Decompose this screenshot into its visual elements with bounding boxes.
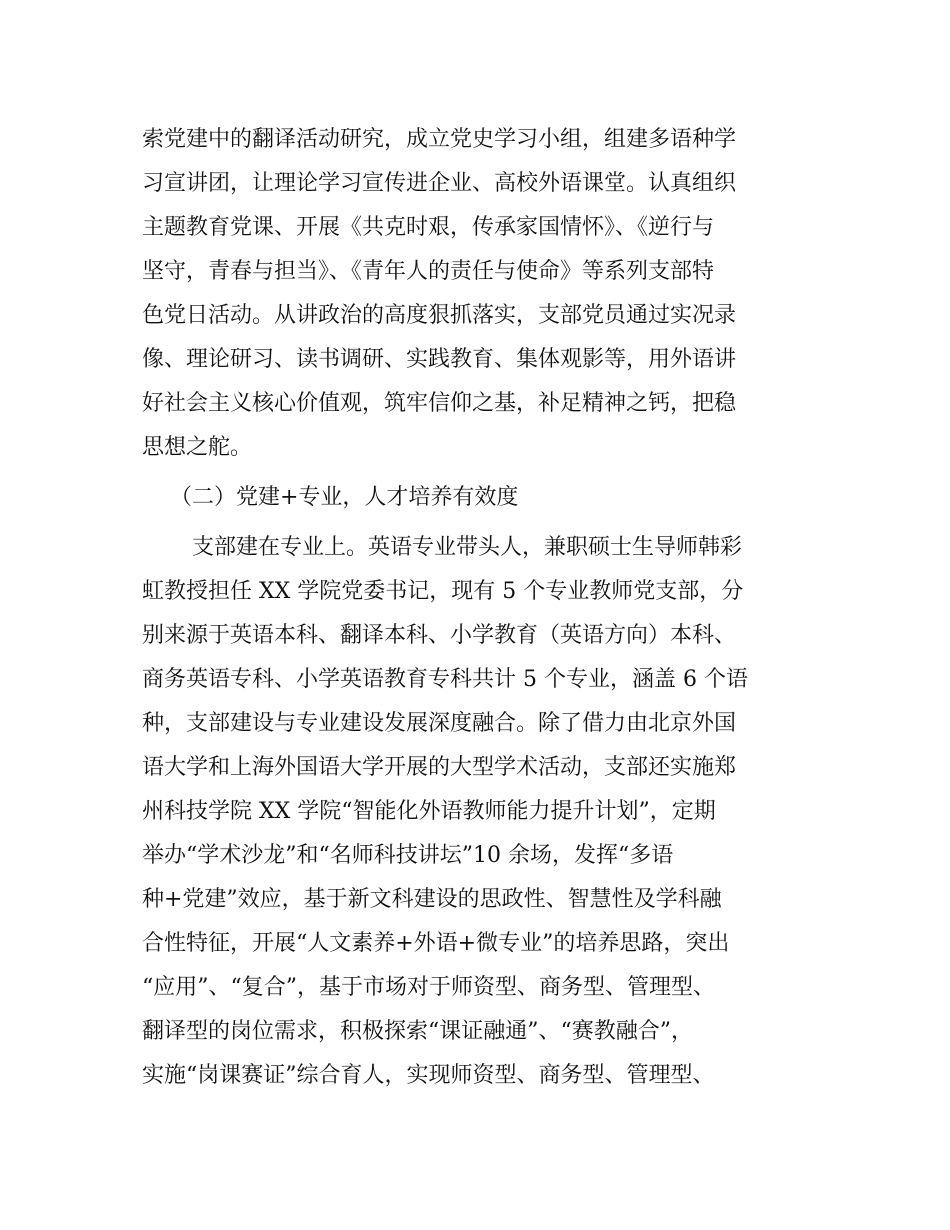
paragraph-line: 种，支部建设与专业建设发展深度融合。除了借力由北京外国 (142, 711, 737, 736)
paragraph-line: 实施“岗课赛证”综合育人，实现师资型、商务型、管理型、 (142, 1063, 715, 1088)
paragraph-line: 合性特征，开展“人文素养+外语+微专业”的培养思路，突出 (142, 931, 730, 956)
paragraph-line: 索党建中的翻译活动研究，成立党史学习小组，组建多语种学 (142, 127, 737, 152)
paragraph-line: “应用”、“复合”，基于市场对于师资型、商务型、管理型、 (142, 975, 715, 1000)
paragraph-line: 支部建在专业上。英语专业带头人，兼职硕士生导师韩彩 (192, 535, 743, 560)
paragraph-line: 像、理论研习、读书调研、实践教育、集体观影等，用外语讲 (142, 347, 737, 372)
paragraph-line: 种+党建”效应，基于新文科建设的思政性、智慧性及学科融 (142, 887, 722, 912)
paragraph-line: 州科技学院 XX 学院“智能化外语教师能力提升计划”，定期 (142, 799, 716, 824)
paragraph-line: 色党日活动。从讲政治的高度狠抓落实，支部党员通过实况录 (142, 303, 737, 328)
paragraph-line: 虹教授担任 XX 学院党委书记，现有 5 个专业教师党支部，分 (142, 579, 744, 604)
paragraph-line: 别来源于英语本科、翻译本科、小学教育（英语方向）本科、 (142, 623, 737, 648)
paragraph-line: 主题教育党课、开展《共克时艰，传承家国情怀》、《逆行与 (142, 215, 715, 240)
paragraph-2 (142, 526, 832, 1098)
paragraph-line: 翻译型的岗位需求，积极探索“课证融通”、“赛教融合”， (142, 1019, 693, 1044)
paragraph-line: 习宣讲团，让理论学习宣传进企业、高校外语课堂。认真组织 (142, 171, 737, 196)
paragraph-line: 举办“学术沙龙”和“名师科技讲坛”10 余场，发挥“多语 (142, 843, 674, 868)
paragraph-line: 商务英语专科、小学英语教育专科共计 5 个专业，涵盖 6 个语 (142, 667, 748, 692)
body-text (142, 118, 832, 1098)
paragraph-line: 坚守，青春与担当》、《青年人的责任与使命》等系列支部特 (142, 259, 715, 284)
paragraph-line: 语大学和上海外国语大学开展的大型学术活动，支部还实施郑 (142, 755, 737, 780)
section-heading: （二）党建+专业，人才培养有效度 (170, 485, 519, 510)
paragraph-line: 思想之舵。 (142, 435, 253, 460)
paragraph-1 (142, 118, 832, 470)
paragraph-line: 好社会主义核心价值观，筑牢信仰之基，补足精神之钙，把稳 (142, 391, 737, 416)
